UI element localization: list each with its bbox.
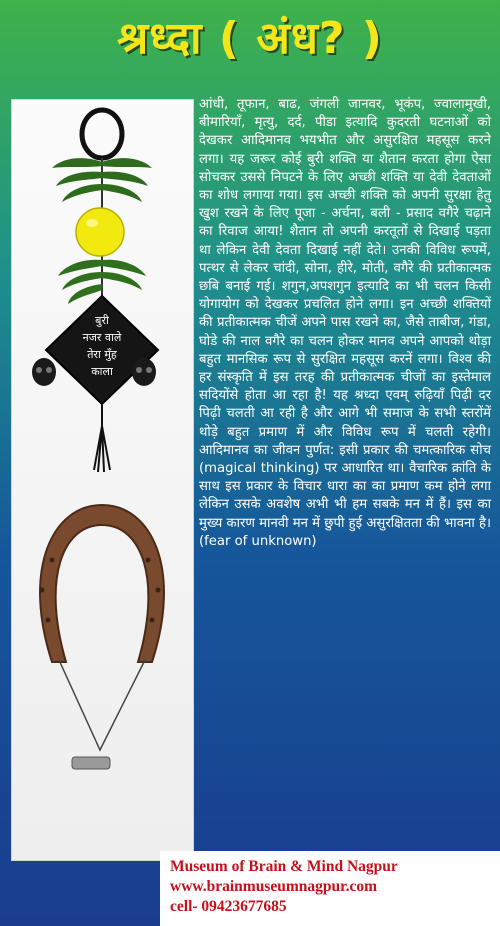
skull-icon bbox=[32, 358, 56, 386]
charm-photo bbox=[12, 100, 193, 860]
charm-illustration-icon bbox=[12, 100, 193, 860]
museum-phone: cell- 09423677685 bbox=[170, 898, 287, 915]
pendant-icon bbox=[72, 757, 110, 769]
museum-name: Museum of Brain & Mind Nagpur bbox=[170, 858, 398, 875]
page-title: श्रध्दा ( अंध? ) bbox=[117, 13, 383, 64]
lemon-icon bbox=[76, 208, 124, 256]
tassel-icon bbox=[94, 404, 110, 472]
museum-website: www.brainmuseumnagpur.com bbox=[170, 878, 377, 895]
museum-footer bbox=[160, 851, 500, 926]
horseshoe-icon bbox=[40, 505, 164, 662]
ring-icon bbox=[82, 110, 122, 158]
skull-icon bbox=[132, 358, 156, 386]
plaque-line-1: बुरी bbox=[95, 314, 109, 327]
body-text: आंधी, तूफान, बाढ, जंगली जानवर, भूकंप, ज्वालामुखी, बीमारियाँ, मृत्यु, दर्द, पीडा इत्यादि कुदरती घटनाओं को देखकर आदिमानव भयभीत और असुरक्षित महसूस करने लगा। यह जरूर कोई बुरी शक्ति या शैतान करता होगा ऐसा सोचकर उससे निपटने के लिए अच्छी शक्ति या देवी देवताओं का शोध लगाया गया। इस अच्छी शक्ति को अपनी सुरक्षा हेतु खुश रखने के लिए पूजा - अर्चना, बली - प्रसाद वगैरे चढ़ाने का रिवाज आया! शैतान तो अपनी करतूतों से दिखाई पड़ता था लेकिन देवी देवता दिखाई नहीं देते। उनकी विविध रूपमें, पत्थर से लेकर चांदी, सोना, हीरे, मोती, वगैरे की प्रतीकात्मक छबि बनाई गई। शगुन,अपशगुन इत्यादि का भी चलन किसी योगायोग को देखकर प्रचलित होने लगा। इन अच्छी शक्तियों की प्रतीकात्मक चीजें अपने पास रखने का, जैसे ताबीज, गंडा, घोडे की नाल वगैरे का चलन होकर मानव अपने आपको थोड़ा बहुत मानसिक रूप से सुरक्षित महसूस करनें लगा। विश्व की हर संस्कृति में इस तरह की प्रतीकात्मक चीजों का इस्तेमाल सदियोंसे होता आ रहा है! यह श्रध्दा एवम् रुढ़ियाँ पिढ़ी दर पिढ़ी चलती आ रही है और आगे भी समाज के सभी स्तरोंमें थोड़े बहुत प्रमाण में और विविध रूप में चलती रहेगी। आदिमानव का जीवन पुर्णत: इसी प्रकार की चमत्कारिक सोच (magical thinking) पर आधारित था। वैचारिक क्रांति के साथ इस प्रकार के विचार धारा का का प्रमाण कम होने लगा लेकिन उसके अवशेष अभी भी हम सबके मन में हैं। इस का मुख्य कारण मानवी मन में छुपी हुई असुरक्षितता की भावना है। (fear of unknown) bbox=[199, 97, 491, 549]
plaque-line-3: तेरा मुँह bbox=[87, 348, 117, 361]
plaque-line-4: काला bbox=[91, 365, 113, 378]
plaque-line-2: नजर वाले bbox=[82, 331, 122, 344]
